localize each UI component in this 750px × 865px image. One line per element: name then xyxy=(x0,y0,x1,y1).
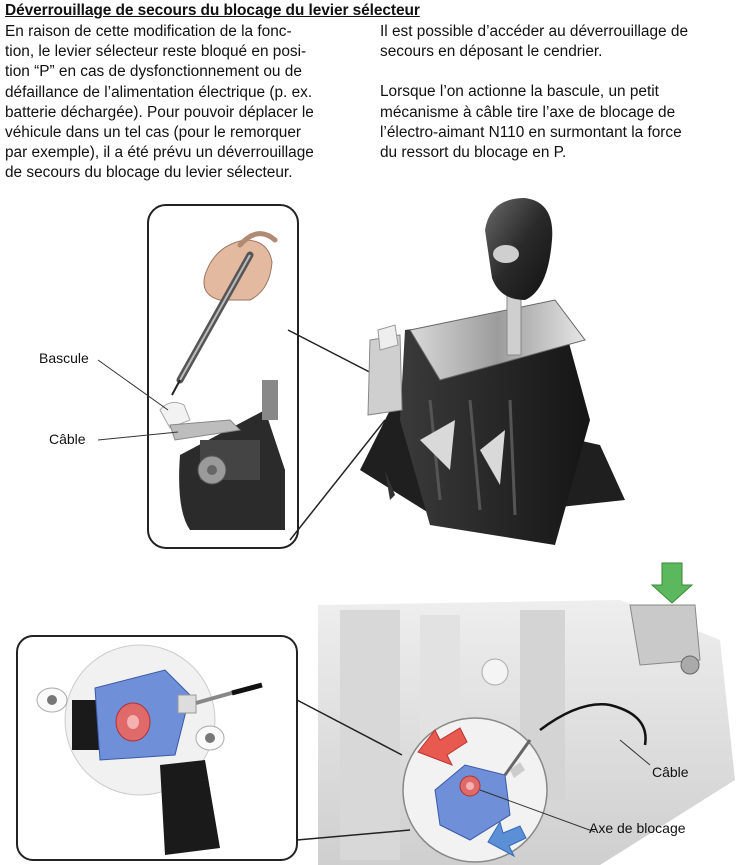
text-line: mécanisme à câble tire l’axe de blocage de xyxy=(380,103,676,121)
text-line: Lorsque l’on actionne la bascule, un petit xyxy=(380,83,659,101)
text-line: de secours du blocage du levier sélecteur. xyxy=(5,164,293,182)
cutaway-circle xyxy=(403,718,547,862)
text-line: l’électro-aimant N110 en surmontant la force xyxy=(380,123,682,141)
text-line: par exemple), il a été prévu un déverrouillage xyxy=(5,144,314,162)
text-line: secours en déposant le cendrier. xyxy=(380,43,603,61)
text-line: du ressort du blocage en P. xyxy=(380,144,567,162)
selector-lever-assembly xyxy=(360,198,625,545)
text-line: batterie déchargée). Pour pouvoir déplacer le xyxy=(5,103,314,121)
label-axe-de-blocage: Axe de blocage xyxy=(589,820,686,836)
page-title: Déverrouillage de secours du blocage du levier sélecteur xyxy=(5,2,420,19)
top-inset-box xyxy=(148,205,385,548)
label-bascule: Bascule xyxy=(39,350,89,366)
text-line: tion, le levier sélecteur reste bloqué en posi- xyxy=(5,43,307,61)
text-line: Il est possible d’accéder au déverrouillage de xyxy=(380,23,689,40)
text-line: défaillance de l’alimentation électrique (p. ex. xyxy=(5,83,313,101)
label-cable-bottom: Câble xyxy=(652,764,689,780)
text-line: véhicule dans un tel cas (pour le remorquer xyxy=(5,124,301,142)
text-line: tion “P” en cas de dysfonctionnement ou de xyxy=(5,63,302,81)
text-line: En raison de cette modification de la fonc- xyxy=(5,23,292,40)
label-cable-top: Câble xyxy=(49,431,86,447)
